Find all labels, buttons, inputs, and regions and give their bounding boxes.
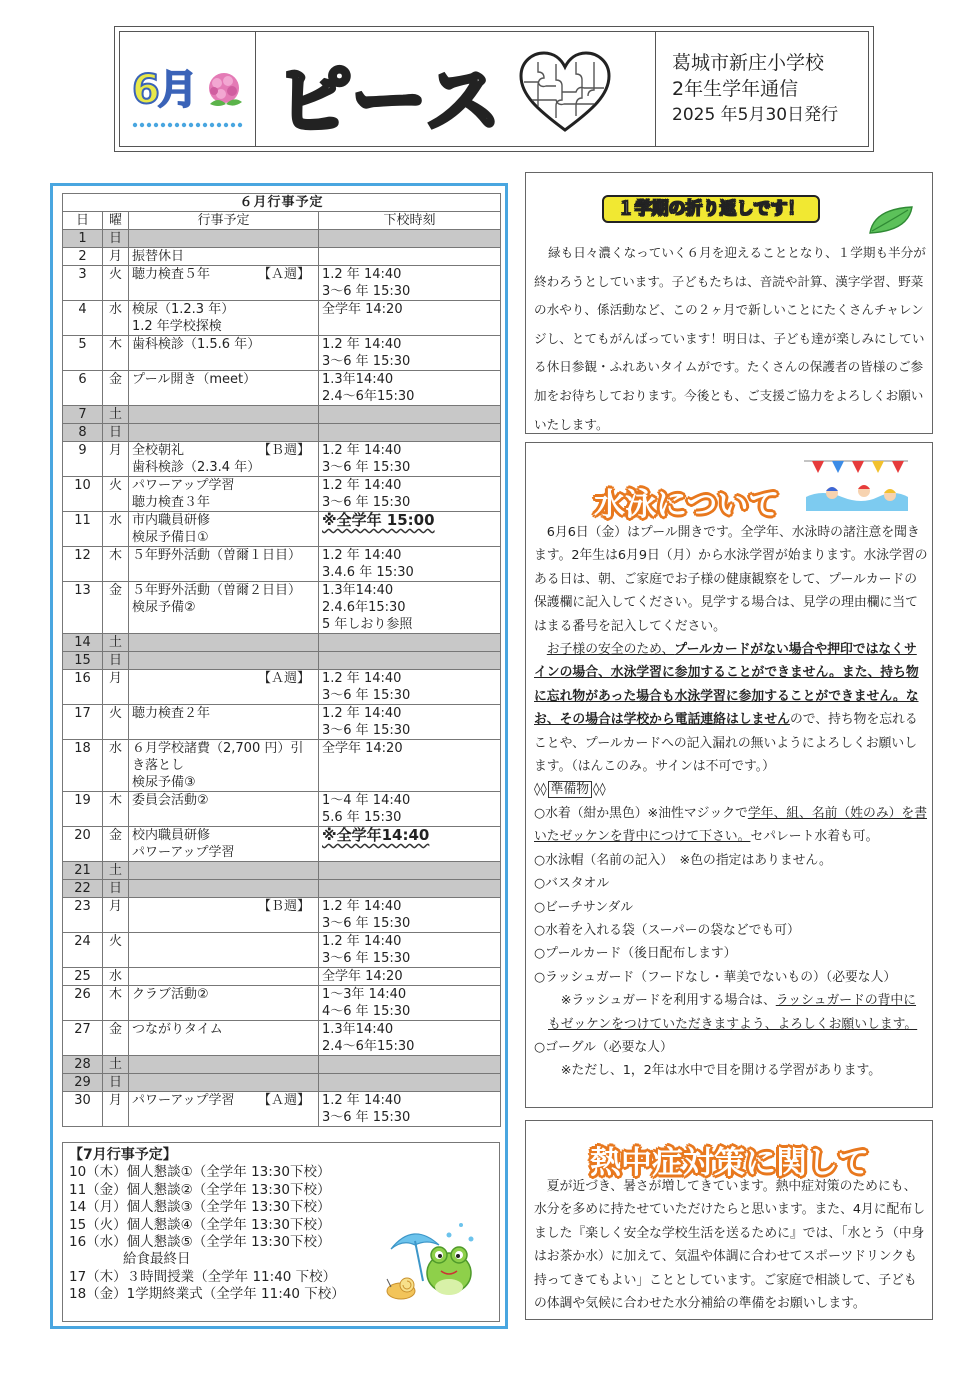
weekday-cell: 金 — [103, 371, 129, 406]
day-cell: 1 — [63, 230, 103, 248]
dismissal-cell — [319, 424, 501, 442]
event-line: 全校朝礼 — [132, 443, 185, 458]
table-row — [63, 792, 501, 827]
weekday-cell: 金 — [103, 582, 129, 634]
prep-item-bag: ○水着を入れる袋（スーパーの袋などでも可） — [534, 922, 800, 938]
dismissal-line: 1.3年14:40 — [322, 372, 394, 387]
prep-item-goggles: ○ゴーグル（必要な人） — [534, 1039, 673, 1055]
puzzle-heart-icon — [518, 50, 612, 134]
dismissal-line: 1～3年 14:40 — [322, 987, 407, 1002]
event-cell — [129, 933, 319, 968]
event-cell — [129, 424, 319, 442]
week-type-label: 【Ａ週】 — [257, 671, 310, 686]
event-cell — [129, 266, 319, 301]
table-row — [63, 248, 501, 266]
dismissal-line: 3～6 年 15:30 — [322, 916, 411, 931]
event-cell — [129, 1092, 319, 1127]
weekday-cell: 木 — [103, 986, 129, 1021]
day-cell: 3 — [63, 266, 103, 301]
july-item: 10（木）個人懇談①（全学年 13:30下校） — [69, 1164, 331, 1181]
weekday-cell: 日 — [103, 1074, 129, 1092]
week-type-label: 【Ｂ週】 — [257, 443, 310, 458]
day-cell: 10 — [63, 477, 103, 512]
dismissal-cell — [319, 230, 501, 248]
event-line: 検尿（1.2.3 年） — [132, 302, 235, 317]
table-row — [63, 230, 501, 248]
event-line: パワーアップ学習 — [132, 845, 235, 860]
event-line: 歯科検診（2.3.4 年） — [132, 460, 261, 475]
dismissal-cell — [319, 442, 501, 477]
day-cell: 12 — [63, 547, 103, 582]
section2-title: 水泳について — [594, 487, 780, 523]
table-row — [63, 512, 501, 547]
dismissal-line: 2.4.6年15:30 — [322, 600, 406, 615]
day-cell: 2 — [63, 248, 103, 266]
table-caption: ６月行事予定 — [63, 194, 501, 212]
dismissal-cell — [319, 477, 501, 512]
day-cell: 29 — [63, 1074, 103, 1092]
weekday-cell: 木 — [103, 336, 129, 371]
table-row — [63, 827, 501, 862]
event-line: 検尿予備③ — [132, 775, 196, 790]
weekday-cell: 水 — [103, 740, 129, 792]
month-label: 6月 — [132, 67, 196, 113]
day-cell: 8 — [63, 424, 103, 442]
dismissal-cell — [319, 740, 501, 792]
day-cell: 20 — [63, 827, 103, 862]
week-type-label: 【Ｂ週】 — [257, 899, 310, 914]
day-cell: 16 — [63, 670, 103, 705]
dismissal-line: 全学年 14:20 — [322, 302, 403, 317]
section1-body: 緑も日々濃くなっていく６月を迎えることとなり、１学期も半分が終わろうとしています。子どもたちは、音読や計算、漢字学習、野菜の水やり、係活動など、この２ヶ月で新しいことにたくさんチャレンジし、とてもがんばっています！明日は、子ども達が楽しみにしている休日参観・ふれあいタイムがです。たくさんの保護者の皆様のご参加をお待ちしております。今後とも、ご支援ご協力をよろしくお願いいたします。 — [534, 245, 926, 432]
table-header-row — [63, 212, 501, 230]
event-cell — [129, 477, 319, 512]
dismissal-cell — [319, 248, 501, 266]
event-line: 歯科検診（1.5.6 年） — [132, 337, 261, 352]
table-row — [63, 266, 501, 301]
dismissal-cell — [319, 336, 501, 371]
dismissal-cell — [319, 933, 501, 968]
col-header-dismissal: 下校時刻 — [319, 212, 501, 230]
masthead — [114, 26, 874, 152]
weekday-cell: 土 — [103, 862, 129, 880]
table-row — [63, 652, 501, 670]
dismissal-line: 3～6 年 15:30 — [322, 688, 411, 703]
table-row — [63, 1056, 501, 1074]
event-cell — [129, 740, 319, 792]
july-title: 【7月行事予定】 — [69, 1147, 177, 1163]
issue-date: 2025 年5月30日発行 — [672, 105, 839, 125]
event-cell — [129, 406, 319, 424]
table-row — [63, 670, 501, 705]
dismissal-cell — [319, 898, 501, 933]
weekday-cell: 日 — [103, 652, 129, 670]
prep-item-pool-card: ○プールカード（後日配布します） — [534, 946, 737, 962]
event-line: き落とし — [132, 758, 185, 773]
table-row — [63, 740, 501, 792]
frog-umbrella-illustration — [383, 1215, 483, 1303]
day-cell: 9 — [63, 442, 103, 477]
july-item: 18（金）1学期終業式（全学年 11:40 下校） — [69, 1286, 345, 1303]
newsletter-name: 2年生学年通信 — [672, 78, 799, 100]
july-item: 17（木）３時間授業（全学年 11:40 下校） — [69, 1268, 337, 1285]
heatstroke-section — [525, 1120, 933, 1320]
dismissal-line: 1～4 年 14:40 — [322, 793, 411, 808]
day-cell: 14 — [63, 634, 103, 652]
event-cell — [129, 968, 319, 986]
dismissal-cell — [319, 1021, 501, 1056]
weekday-cell: 日 — [103, 230, 129, 248]
swimming-section — [525, 442, 933, 1108]
schedule-panel — [50, 183, 508, 1329]
prep-item-towel: ○バスタオル — [534, 876, 610, 892]
day-cell: 28 — [63, 1056, 103, 1074]
event-cell — [129, 986, 319, 1021]
event-cell — [129, 582, 319, 634]
dismissal-cell — [319, 634, 501, 652]
dismissal-line: 1.2 年 14:40 — [322, 899, 402, 914]
event-line: つながりタイム — [132, 1022, 223, 1037]
dismissal-line: 1.2 年 14:40 — [322, 337, 402, 352]
event-line: クラブ活動② — [132, 987, 209, 1002]
event-line: 振替休日 — [132, 249, 185, 264]
dismissal-line: 2.4～6年15:30 — [322, 389, 415, 404]
table-row — [63, 582, 501, 634]
weekday-cell: 日 — [103, 880, 129, 898]
day-cell: 7 — [63, 406, 103, 424]
day-cell: 24 — [63, 933, 103, 968]
july-schedule — [62, 1142, 500, 1322]
july-item: 11（金）個人懇談②（全学年 13:30下校） — [69, 1181, 331, 1198]
event-line: パワーアップ学習 — [132, 478, 235, 493]
table-row — [63, 1074, 501, 1092]
table-row — [63, 1021, 501, 1056]
newsletter-title: ピース — [276, 56, 504, 145]
event-line: 聴力検査５年 — [132, 267, 211, 282]
dismissal-line: 1.2 年 14:40 — [322, 706, 402, 721]
weekday-cell: 火 — [103, 933, 129, 968]
dismissal-cell — [319, 1092, 501, 1127]
event-line: 1.2 年学校探検 — [132, 319, 222, 334]
day-cell: 4 — [63, 301, 103, 336]
event-line: 検尿予備② — [132, 600, 196, 615]
dismissal-cell — [319, 1074, 501, 1092]
dismissal-line: 3～6 年 15:30 — [322, 284, 411, 299]
july-item: 給食最終日 — [69, 1251, 191, 1268]
table-row — [63, 880, 501, 898]
event-cell — [129, 248, 319, 266]
day-cell: 18 — [63, 740, 103, 792]
table-row — [63, 301, 501, 336]
dismissal-line: 2.4～6年15:30 — [322, 1039, 415, 1054]
dismissal-line: 3～6 年 15:30 — [322, 1110, 411, 1125]
event-cell — [129, 547, 319, 582]
school-name: 葛城市新庄小学校 — [672, 52, 825, 74]
day-cell: 22 — [63, 880, 103, 898]
event-cell — [129, 862, 319, 880]
dismissal-line: 4～6 年 15:30 — [322, 1004, 411, 1019]
dismissal-line: 5.6 年 15:30 — [322, 810, 402, 825]
dismissal-line: ※全学年14:40 — [322, 826, 430, 844]
table-row — [63, 442, 501, 477]
dismissal-line: 3～6 年 15:30 — [322, 354, 411, 369]
event-line: 聴力検査２年 — [132, 706, 211, 721]
table-row — [63, 898, 501, 933]
weekday-cell: 月 — [103, 248, 129, 266]
dismissal-cell — [319, 968, 501, 986]
day-cell: 23 — [63, 898, 103, 933]
event-cell — [129, 705, 319, 740]
dismissal-line: 1.2 年 14:40 — [322, 443, 402, 458]
event-cell — [129, 880, 319, 898]
weekday-cell: 月 — [103, 1092, 129, 1127]
event-line: 聴力検査３年 — [132, 495, 211, 510]
month-box — [120, 32, 256, 146]
prep-item-sandals: ○ビーチサンダル — [534, 899, 634, 915]
weekday-cell: 木 — [103, 547, 129, 582]
swim-warning: お子様の安全のため、プールカードがない場合や押印ではなくサインの場合、水泳学習に参加することができません。また、持ち物に忘れ物があった場合も水泳学習に参加することができません。なお、その場合は学校から電話連絡はしませんので、持ち物を忘れることや、プールカードへの記入漏れの無いようによろしくお願いします。（はんこのみ。サインは不可です。） — [534, 642, 919, 775]
weekday-cell: 水 — [103, 968, 129, 986]
event-line: 市内職員研修 — [132, 513, 211, 528]
event-cell — [129, 1056, 319, 1074]
rash-guard-note: ※ラッシュガードを利用する場合は、ラッシュガードの背中にもゼッケンをつけていただきますよう、よろしくお願いします。 — [548, 993, 918, 1032]
dismissal-line: 1.2 年 14:40 — [322, 671, 402, 686]
table-row — [63, 547, 501, 582]
day-cell: 26 — [63, 986, 103, 1021]
dismissal-cell — [319, 1056, 501, 1074]
table-row — [63, 968, 501, 986]
weekday-cell: 日 — [103, 424, 129, 442]
section3-body: 夏が近づき、暑さが増してきています。熱中症対策のためにも、水分を多めに持たせていただけたらと思います。また、4月に配布しました『楽しく安全な学校生活を送るために』では、「水とう（中身はお茶か水）に加えて、気温や体調に合わせてスポーツドリンクも持ってきてもよい」こととしています。ご家庭で相談して、子どもの体調や気候に合わせた水分補給の準備をお願いします。 — [534, 1179, 926, 1312]
hydrangea-icon — [204, 70, 244, 110]
event-line: ５年野外活動（曽爾１日目） — [132, 548, 302, 563]
event-cell — [129, 336, 319, 371]
day-cell: 25 — [63, 968, 103, 986]
preparation-heading: ◊◊ 準備物 ◊◊ — [534, 782, 606, 798]
weekday-cell: 水 — [103, 301, 129, 336]
event-cell — [129, 442, 319, 477]
event-cell — [129, 634, 319, 652]
event-cell — [129, 827, 319, 862]
section1-title: １学期の折り返しです！ — [602, 195, 820, 223]
july-item: 14（月）個人懇談③（全学年 13:30下校） — [69, 1199, 331, 1216]
event-cell — [129, 792, 319, 827]
july-item: 15（火）個人懇談④（全学年 13:30下校） — [69, 1216, 331, 1233]
dismissal-cell — [319, 880, 501, 898]
day-cell: 13 — [63, 582, 103, 634]
dismissal-cell — [319, 986, 501, 1021]
dismissal-cell — [319, 301, 501, 336]
dismissal-line: 3.4.6 年 15:30 — [322, 565, 414, 580]
event-cell — [129, 301, 319, 336]
col-header-event: 行事予定 — [129, 212, 319, 230]
july-item: 16（水）個人懇談⑤（全学年 13:30下校） — [69, 1234, 331, 1251]
table-row — [63, 634, 501, 652]
dismissal-line: 3～6 年 15:30 — [322, 723, 411, 738]
dismissal-cell — [319, 547, 501, 582]
dismissal-line: 3～6 年 15:30 — [322, 951, 411, 966]
weekday-cell: 水 — [103, 512, 129, 547]
prep-item-cap: ○水泳帽（名前の記入） ※色の指定はありません。 — [534, 852, 832, 868]
swim-intro: 6月6日（金）はプール開きです。全学年、水泳時の諸注意を聞きます。2年生は6月9日（月）から水泳学習が始まります。水泳学習のある日は、朝、ご家庭でお子様の健康観察をして、プールカードの保護欄に記入してください。見学する場合は、見学の理由欄に当てはまる番号を記入してください。 — [534, 525, 928, 634]
swimmers-illustration — [802, 453, 910, 515]
dismissal-cell — [319, 371, 501, 406]
event-line: 校内職員研修 — [132, 828, 211, 843]
weekday-cell: 月 — [103, 670, 129, 705]
dismissal-line: 1.3年14:40 — [322, 583, 394, 598]
table-row — [63, 705, 501, 740]
dismissal-line: 5 年しおり参照 — [322, 617, 413, 632]
dismissal-cell — [319, 266, 501, 301]
schedule-body — [63, 230, 501, 1127]
dismissal-line: 全学年 14:20 — [322, 969, 403, 984]
event-line: ６月学校諸費（2,700 円）引 — [132, 741, 304, 756]
term-midpoint-section — [525, 172, 933, 434]
table-row — [63, 986, 501, 1021]
weekday-cell: 火 — [103, 477, 129, 512]
dismissal-line: 1.2 年 14:40 — [322, 1093, 402, 1108]
weekday-cell: 土 — [103, 406, 129, 424]
table-row — [63, 477, 501, 512]
event-cell — [129, 1021, 319, 1056]
dismissal-cell — [319, 582, 501, 634]
dismissal-cell — [319, 652, 501, 670]
day-cell: 21 — [63, 862, 103, 880]
event-cell — [129, 512, 319, 547]
dismissal-line: 1.2 年 14:40 — [322, 478, 402, 493]
prep-item-rash-guard: ○ラッシュガード（フードなし・華美でないもの）（必要な人） — [534, 969, 897, 985]
weekday-cell: 月 — [103, 898, 129, 933]
dismissal-cell — [319, 705, 501, 740]
week-type-label: 【Ａ週】 — [257, 1093, 310, 1108]
dismissal-cell — [319, 406, 501, 424]
event-line: 検尿予備日① — [132, 530, 209, 545]
day-cell: 30 — [63, 1092, 103, 1127]
event-cell — [129, 670, 319, 705]
event-cell — [129, 652, 319, 670]
dismissal-line: 3～6 年 15:30 — [322, 495, 411, 510]
event-cell — [129, 898, 319, 933]
dismissal-line: 1.2 年 14:40 — [322, 267, 402, 282]
event-cell — [129, 230, 319, 248]
day-cell: 6 — [63, 371, 103, 406]
weekday-cell: 火 — [103, 705, 129, 740]
dismissal-cell — [319, 827, 501, 862]
section2-body — [534, 521, 928, 1083]
week-type-label: 【Ａ週】 — [257, 267, 310, 282]
dismissal-line: 1.3年14:40 — [322, 1022, 394, 1037]
day-cell: 17 — [63, 705, 103, 740]
event-line: 委員会活動② — [132, 793, 209, 808]
day-cell: 5 — [63, 336, 103, 371]
table-row — [63, 424, 501, 442]
day-cell: 11 — [63, 512, 103, 547]
dismissal-line: 全学年 14:20 — [322, 741, 403, 756]
dismissal-cell — [319, 512, 501, 547]
event-line: ５年野外活動（曽爾２日目） — [132, 583, 302, 598]
weekday-cell: 土 — [103, 634, 129, 652]
table-row — [63, 933, 501, 968]
weekday-cell: 金 — [103, 827, 129, 862]
weekday-cell: 金 — [103, 1021, 129, 1056]
col-header-day: 日 — [63, 212, 103, 230]
col-header-weekday: 曜 — [103, 212, 129, 230]
june-schedule-table — [62, 193, 501, 1127]
day-cell: 27 — [63, 1021, 103, 1056]
leaf-icon — [868, 205, 914, 235]
day-cell: 19 — [63, 792, 103, 827]
goggles-note: ※ただし、1，2年は水中で目を開ける学習があります。 — [560, 1063, 882, 1079]
school-info — [672, 50, 838, 128]
dismissal-cell — [319, 792, 501, 827]
event-line: パワーアップ学習 — [132, 1093, 235, 1108]
title-box — [256, 32, 656, 146]
dismissal-line: 1.2 年 14:40 — [322, 548, 402, 563]
table-row — [63, 371, 501, 406]
table-row — [63, 862, 501, 880]
dismissal-line: 3～6 年 15:30 — [322, 460, 411, 475]
weekday-cell: 月 — [103, 442, 129, 477]
dismissal-cell — [319, 862, 501, 880]
table-row — [63, 406, 501, 424]
table-row — [63, 1092, 501, 1127]
section3-title: 熱中症対策に関して — [590, 1145, 869, 1181]
event-cell — [129, 371, 319, 406]
weekday-cell: 木 — [103, 792, 129, 827]
event-cell — [129, 1074, 319, 1092]
event-line: プール開き（meet） — [132, 372, 257, 387]
dotted-line-decoration — [132, 120, 244, 130]
day-cell: 15 — [63, 652, 103, 670]
dismissal-line: ※全学年 15:00 — [322, 511, 435, 529]
dismissal-cell — [319, 670, 501, 705]
prep-item-swimsuit: ○水着（紺か黒色）※油性マジックで学年、組、名前（姓のみ）を書いたゼッケンを背中につけて下さい。セパレート水着も可。 — [534, 805, 927, 845]
table-row — [63, 336, 501, 371]
dismissal-line: 1.2 年 14:40 — [322, 934, 402, 949]
weekday-cell: 火 — [103, 266, 129, 301]
weekday-cell: 土 — [103, 1056, 129, 1074]
